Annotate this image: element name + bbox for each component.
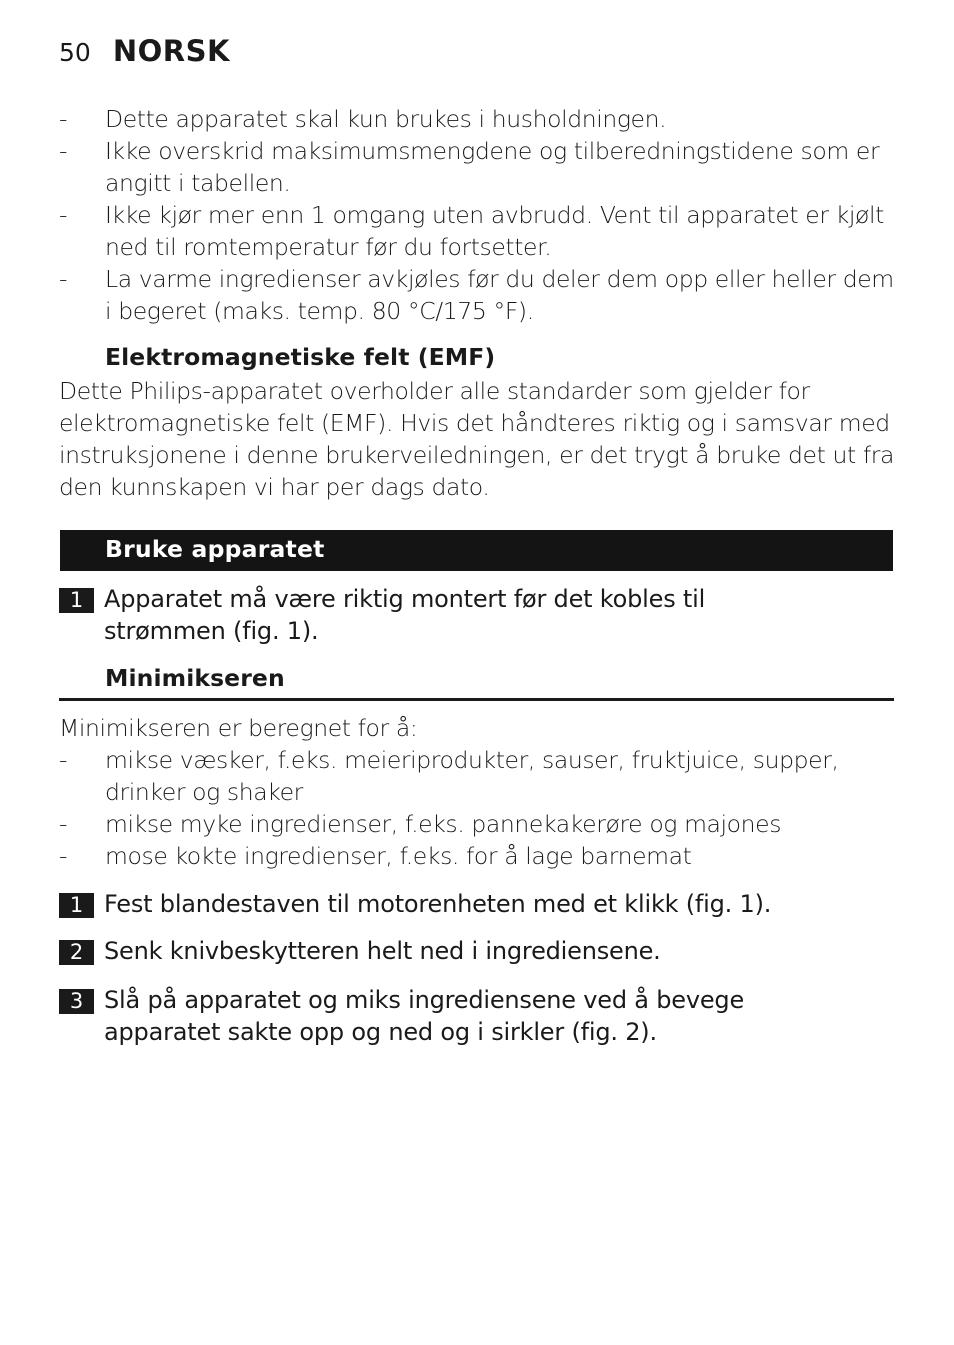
list-item: - mikse myke ingredienser, f.eks. pannekakerøre og majones — [59, 810, 782, 838]
step-text: Senk knivbeskytteren helt ned i ingrediensene. — [104, 937, 661, 965]
section-divider — [59, 698, 894, 701]
section-title: Bruke apparatet — [105, 535, 325, 563]
list-item: - Ikke kjør mer enn 1 omgang uten avbrudd. Vent til apparatet er kjølt ned til romtemperatur før du fortsetter. — [59, 201, 884, 261]
emf-heading: Elektromagnetiske felt (EMF) — [105, 343, 496, 371]
list-item: - Dette apparatet skal kun brukes i husholdningen. — [59, 105, 667, 133]
page-header — [59, 34, 230, 68]
step-text: Fest blandestaven til motorenheten med et klikk (fig. 1). — [104, 890, 772, 918]
step-general-1 — [59, 583, 899, 647]
minimixer-step-2 — [59, 935, 899, 967]
step-number-badge: 1 — [59, 893, 94, 918]
step-number-badge: 1 — [59, 588, 94, 613]
language-title: NORSK — [112, 34, 230, 68]
step-number-badge: 3 — [59, 989, 94, 1014]
minimixer-intro: Minimikseren er beregnet for å: — [59, 714, 418, 742]
section-header-bar — [60, 530, 893, 571]
minimixer-heading: Minimikseren — [105, 664, 285, 692]
step-number-badge: 2 — [59, 940, 94, 965]
safety-list — [59, 103, 899, 327]
step-text: Apparatet må være riktig montert før det kobles til strømmen (fig. 1). — [104, 585, 706, 645]
step-text: Slå på apparatet og miks ingrediensene ved å bevege apparatet sakte opp og ned og i sirkler (fig. 2). — [104, 986, 745, 1046]
list-item: - La varme ingredienser avkjøles før du deler dem opp eller heller dem i begeret (maks. temp. 80 °C/175 °F). — [59, 265, 894, 325]
list-item: - mikse væsker, f.eks. meieriprodukter, sauser, fruktjuice, supper, drinker og shaker — [59, 746, 839, 806]
list-item: - Ikke overskrid maksimumsmengdene og tilberedningstidene som er angitt i tabellen. — [59, 137, 880, 197]
minimixer-uses-list — [59, 744, 899, 872]
emf-body: Dette Philips-apparatet overholder alle standarder som gjelder for elektromagnetiske felt (EMF). Hvis det håndteres riktig og i samsvar med instruksjonene i denne brukerveiledningen, er det trygt å bruke det ut fra den kunnskapen vi har per dags dato. — [59, 377, 894, 501]
minimixer-step-1 — [59, 888, 899, 920]
minimixer-step-3 — [59, 984, 899, 1048]
page-number: 50 — [59, 38, 91, 67]
list-item: - mose kokte ingredienser, f.eks. for å lage barnemat — [59, 842, 692, 870]
